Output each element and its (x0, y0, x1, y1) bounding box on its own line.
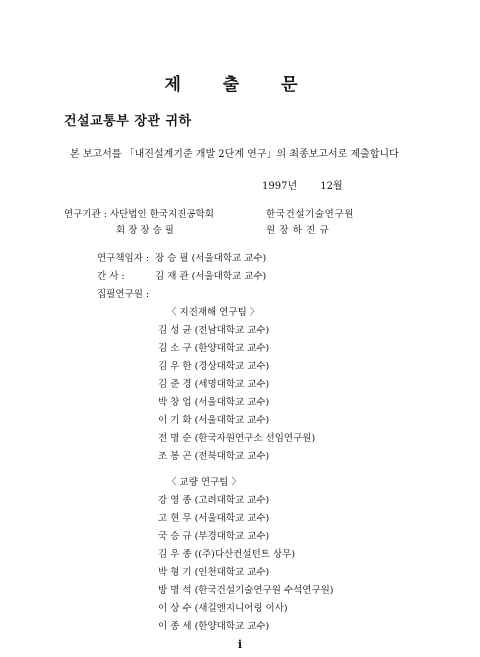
list-item: 국 승 규 (부경대학교 교수) (158, 531, 270, 542)
date-year: 1997년 (262, 181, 298, 192)
lead-researcher-label: 연구책임자 : (97, 253, 150, 264)
president-left: 회 장 장 승 필 (116, 225, 174, 236)
list-item: 조 봉 곤 (전북대학교 교수) (158, 451, 270, 462)
secretary-value: 김 재 관 (서울대학교 교수) (155, 271, 267, 282)
group-title-seismic: 〈 지진재해 연구팀 〉 (167, 307, 260, 318)
secretary-label: 간 사 : (97, 271, 125, 282)
addressee: 건설교통부 장관 귀하 (64, 114, 192, 129)
list-item: 박 창 업 (서울대학교 교수) (158, 397, 270, 408)
list-item: 방 명 석 (한국건설기술연구원 수석연구원) (158, 585, 334, 596)
page-title: 제 출 문 (164, 75, 316, 95)
list-item: 강 영 종 (고려대학교 교수) (158, 495, 270, 506)
institution-left: 연구기관 : 사단법인 한국지진공학회 (64, 209, 214, 220)
list-item: 이 종 세 (한양대학교 교수) (158, 621, 270, 632)
lead-researcher-value: 장 승 필 (서울대학교 교수) (155, 253, 267, 264)
group-title-bridge: 〈 교량 연구팀 〉 (167, 477, 241, 488)
writers-label: 집필연구원 : (97, 289, 150, 300)
list-item: 고 현 무 (서울대학교 교수) (158, 513, 270, 524)
list-item: 김 우 종 ((주)다산컨설턴트 상무) (158, 549, 296, 560)
list-item: 김 우 한 (경상대학교 교수) (158, 361, 270, 372)
institution-right: 한국건설기술연구원 (266, 209, 354, 220)
list-item: 이 상 수 (새길엔지니어링 이사) (158, 603, 288, 614)
intro-text: 본 보고서를 「내진설계기준 개발 2단계 연구」의 최종보고서로 제출합니다 (70, 149, 399, 160)
list-item: 김 준 경 (세명대학교 교수) (158, 379, 270, 390)
page-number: i (237, 638, 243, 651)
list-item: 이 기 화 (서울대학교 교수) (158, 415, 270, 426)
submission-date (262, 177, 343, 192)
list-item: 박 형 기 (인천대학교 교수) (158, 567, 270, 578)
list-item: 전 명 순 (한국자원연구소 선임연구원) (158, 433, 316, 444)
list-item: 김 소 구 (한양대학교 교수) (158, 343, 270, 354)
president-right: 원 장 하 진 규 (266, 225, 330, 236)
list-item: 김 성 균 (전남대학교 교수) (158, 325, 270, 336)
date-month: 12월 (320, 181, 343, 192)
